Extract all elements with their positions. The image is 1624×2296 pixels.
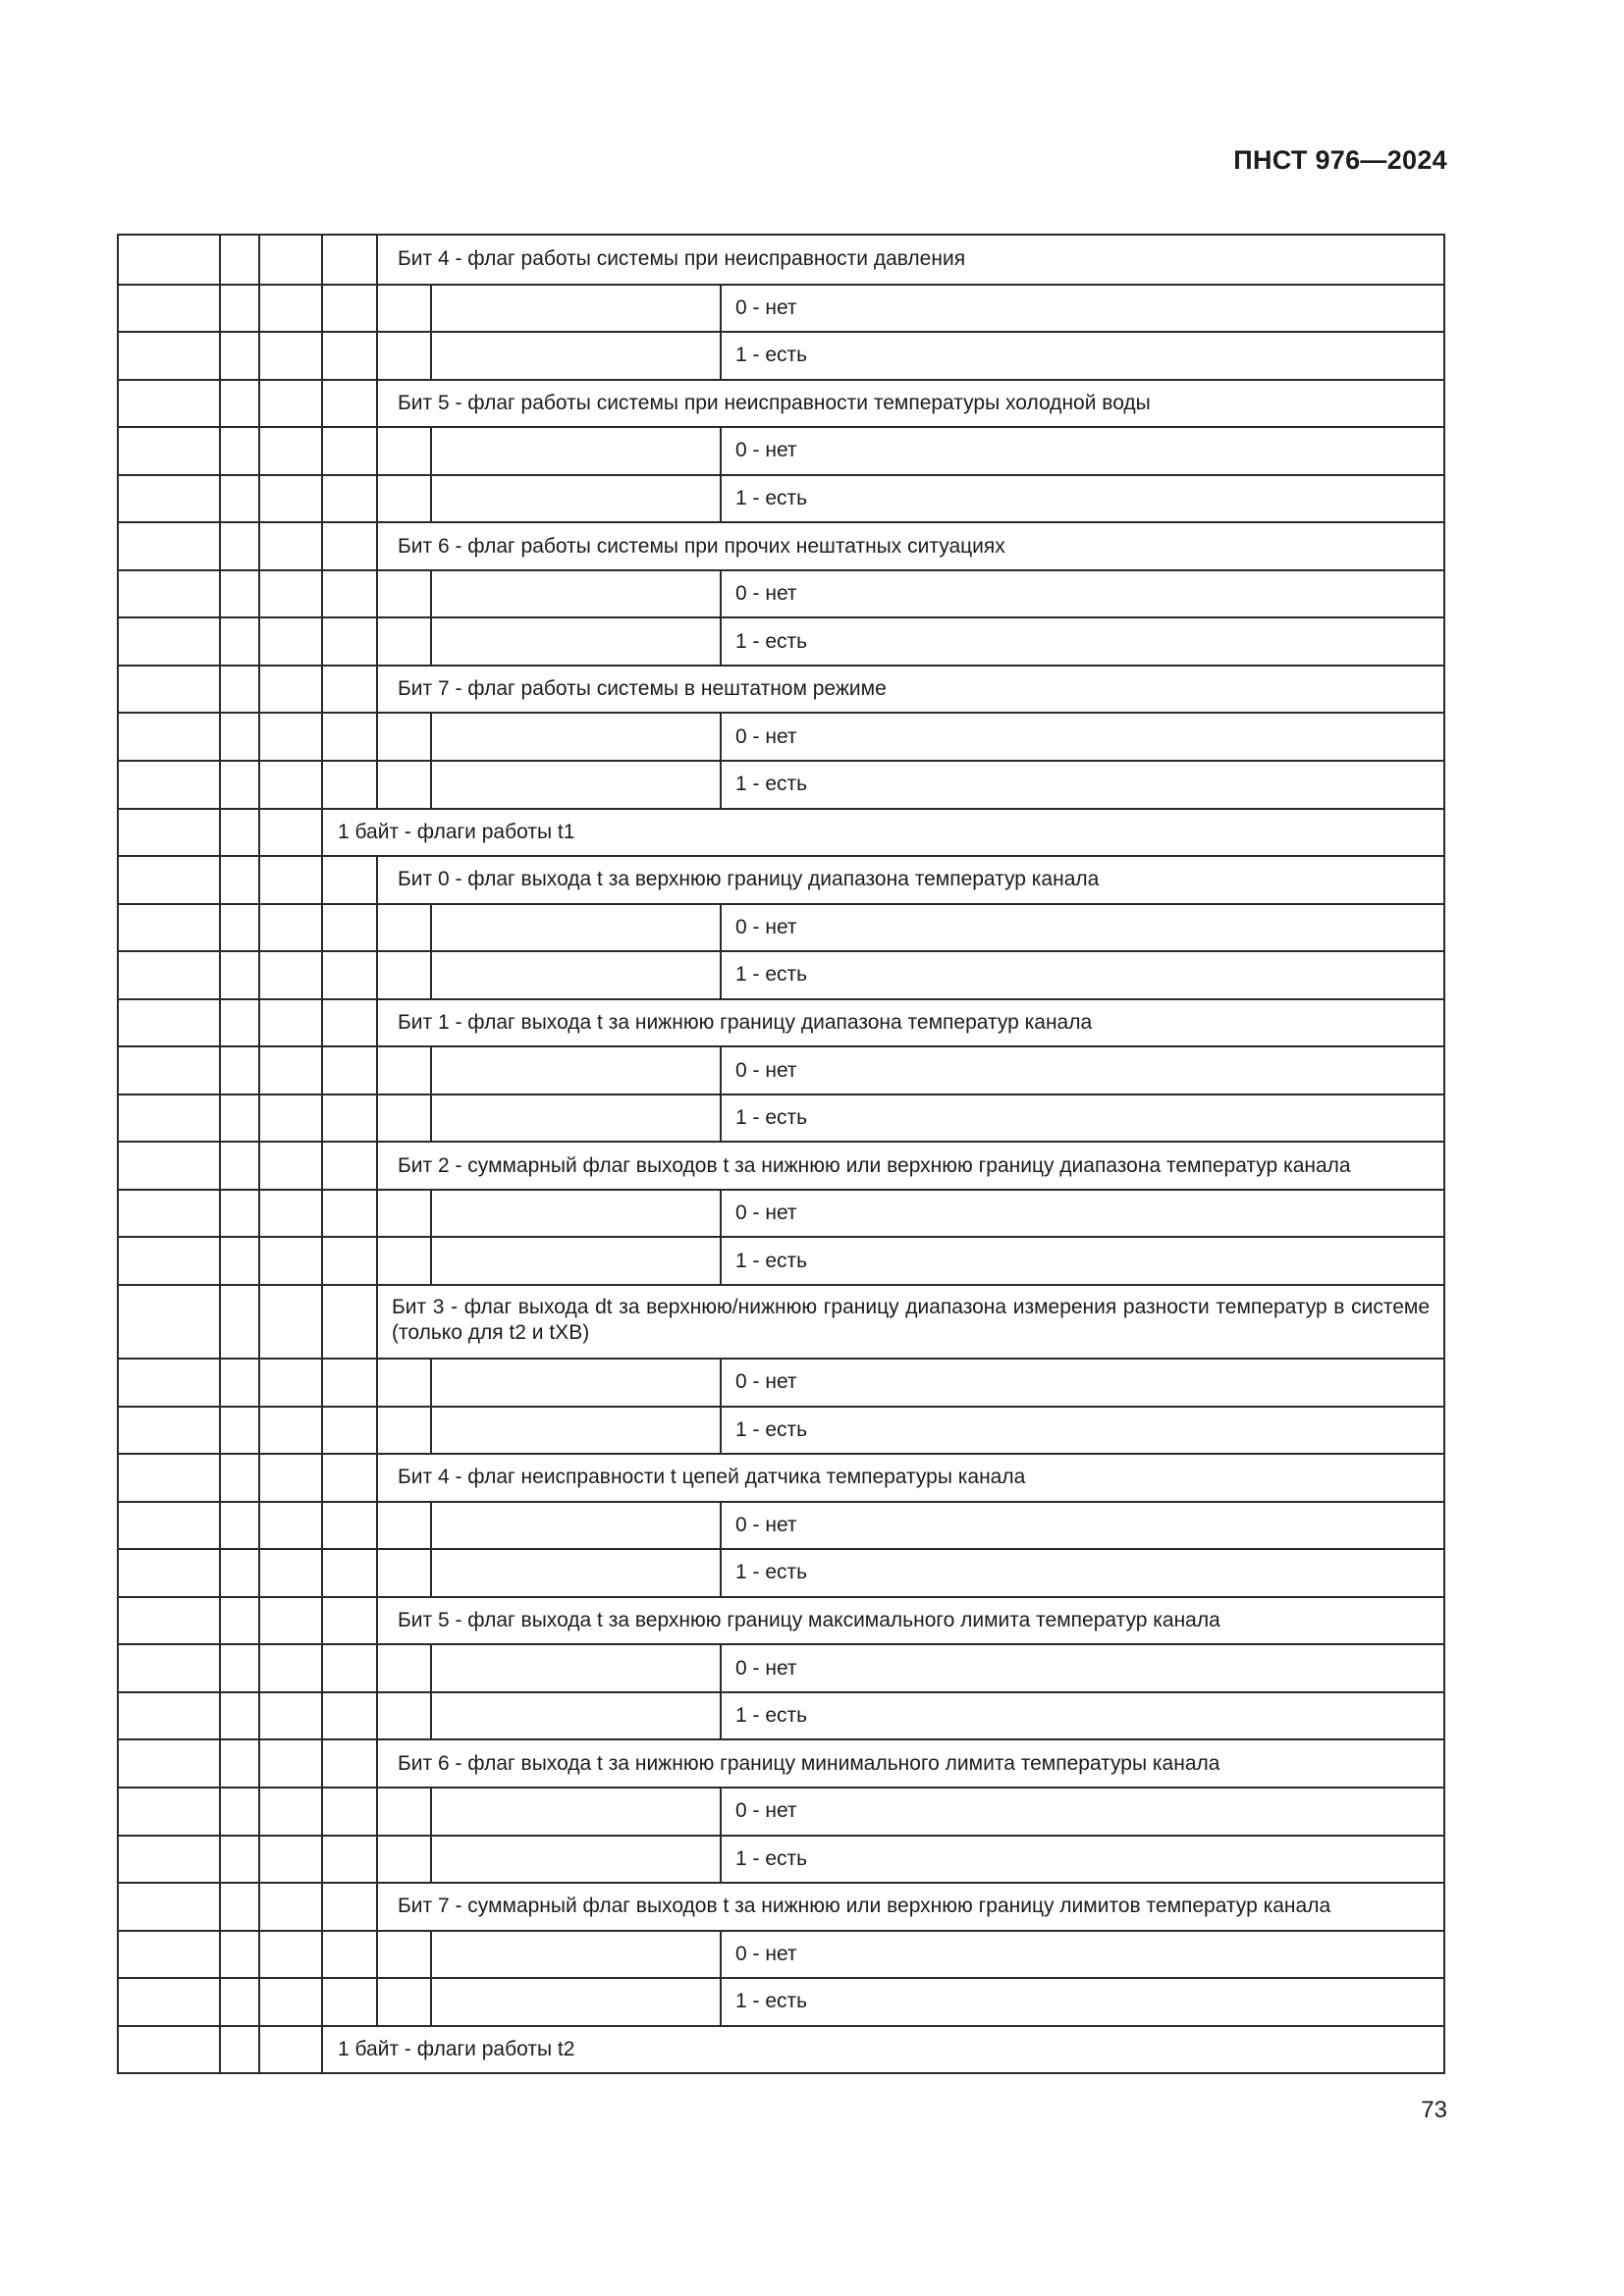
bit-value: 0 - нет	[735, 1799, 797, 1823]
document-code: ПНСТ 976—2024	[1233, 145, 1447, 175]
column-divider	[258, 714, 260, 760]
column-divider	[219, 1884, 221, 1930]
column-divider	[258, 286, 260, 332]
column-divider	[720, 1408, 722, 1454]
column-divider	[321, 2027, 323, 2073]
bit-value-row	[119, 1045, 1443, 1094]
column-divider	[720, 714, 722, 760]
column-divider	[376, 1408, 378, 1454]
column-divider	[258, 1740, 260, 1787]
bit-title: Бит 5 - флаг выхода t за верхнюю границу максимального лимита температур канала	[398, 1609, 1220, 1632]
column-divider	[258, 905, 260, 951]
column-divider	[219, 762, 221, 808]
bit-value-row	[119, 1406, 1443, 1454]
bit-value-row	[119, 712, 1443, 760]
column-divider	[219, 1837, 221, 1883]
column-divider	[258, 1503, 260, 1549]
column-divider	[720, 1789, 722, 1835]
column-divider	[219, 523, 221, 569]
column-divider	[376, 428, 378, 474]
column-divider	[219, 667, 221, 713]
column-divider	[219, 476, 221, 522]
column-divider	[258, 523, 260, 569]
column-divider	[219, 1740, 221, 1787]
column-divider	[720, 618, 722, 665]
column-divider	[376, 1286, 378, 1358]
column-divider	[720, 762, 722, 808]
column-divider	[219, 1286, 221, 1358]
column-divider	[720, 1095, 722, 1142]
byte-title: 1 байт - флаги работы t2	[338, 2037, 575, 2060]
column-divider	[219, 1503, 221, 1549]
column-divider	[321, 1789, 323, 1835]
bit-header-row	[119, 1596, 1443, 1644]
column-divider	[321, 1837, 323, 1883]
column-divider	[376, 1598, 378, 1644]
column-divider	[258, 571, 260, 617]
column-divider	[430, 1095, 432, 1142]
column-divider	[720, 1238, 722, 1284]
column-divider	[219, 286, 221, 332]
column-divider	[258, 1837, 260, 1883]
column-divider	[321, 476, 323, 522]
bit-value-row	[119, 1358, 1443, 1406]
column-divider	[258, 1979, 260, 2025]
column-divider	[258, 476, 260, 522]
column-divider	[219, 1191, 221, 1237]
column-divider	[258, 952, 260, 998]
column-divider	[219, 333, 221, 379]
column-divider	[720, 1979, 722, 2025]
column-divider	[219, 905, 221, 951]
column-divider	[720, 286, 722, 332]
column-divider	[258, 1286, 260, 1358]
byte-title: 1 байт - флаги работы t1	[338, 820, 575, 843]
column-divider	[219, 1598, 221, 1644]
bit-value: 0 - нет	[735, 915, 797, 938]
column-divider	[321, 286, 323, 332]
column-divider	[219, 1932, 221, 1978]
bit-header-row	[119, 1882, 1443, 1930]
column-divider	[219, 1550, 221, 1596]
column-divider	[219, 1143, 221, 1189]
column-divider	[321, 1047, 323, 1094]
column-divider	[376, 1238, 378, 1284]
column-divider	[258, 428, 260, 474]
bit-value: 1 - есть	[735, 773, 808, 796]
bit-value-row	[119, 760, 1443, 808]
column-divider	[376, 1645, 378, 1691]
column-divider	[219, 571, 221, 617]
column-divider	[430, 1550, 432, 1596]
page-number: 73	[1421, 2097, 1447, 2123]
column-divider	[258, 618, 260, 665]
column-divider	[720, 1932, 722, 1978]
bit-value: 0 - нет	[735, 1513, 797, 1536]
column-divider	[258, 333, 260, 379]
column-divider	[376, 1360, 378, 1406]
column-divider	[219, 810, 221, 856]
column-divider	[321, 1932, 323, 1978]
column-divider	[376, 1191, 378, 1237]
column-divider	[376, 333, 378, 379]
bit-title: Бит 6 - флаг выхода t за нижнюю границу минимального лимита температуры канала	[398, 1751, 1220, 1775]
column-divider	[219, 1693, 221, 1739]
column-divider	[720, 952, 722, 998]
column-divider	[321, 1740, 323, 1787]
bit-value: 1 - есть	[735, 629, 808, 653]
column-divider	[376, 1000, 378, 1046]
column-divider	[219, 857, 221, 903]
column-divider	[430, 762, 432, 808]
column-divider	[720, 476, 722, 522]
column-divider	[258, 381, 260, 427]
bit-value: 1 - есть	[735, 1704, 808, 1728]
column-divider	[376, 1047, 378, 1094]
column-divider	[430, 1191, 432, 1237]
column-divider	[720, 1645, 722, 1691]
column-divider	[219, 1408, 221, 1454]
column-divider	[720, 1550, 722, 1596]
bit-title: Бит 7 - суммарный флаг выходов t за нижнюю или верхнюю границу лимитов температур канала	[398, 1895, 1331, 1918]
bit-value-row	[119, 903, 1443, 951]
column-divider	[430, 333, 432, 379]
column-divider	[258, 1000, 260, 1046]
column-divider	[321, 428, 323, 474]
column-divider	[430, 1645, 432, 1691]
column-divider	[258, 1455, 260, 1501]
bit-value-row	[119, 1977, 1443, 2025]
column-divider	[321, 1598, 323, 1644]
column-divider	[258, 1932, 260, 1978]
bit-value-row	[119, 331, 1443, 379]
column-divider	[321, 523, 323, 569]
bit-header-row	[119, 1453, 1443, 1501]
bit-value-row	[119, 474, 1443, 522]
column-divider	[321, 618, 323, 665]
column-divider	[258, 1095, 260, 1142]
column-divider	[376, 714, 378, 760]
column-divider	[258, 1789, 260, 1835]
column-divider	[430, 286, 432, 332]
column-divider	[321, 810, 323, 856]
column-divider	[219, 1455, 221, 1501]
column-divider	[376, 1143, 378, 1189]
column-divider	[258, 1884, 260, 1930]
column-divider	[258, 1598, 260, 1644]
column-divider	[321, 333, 323, 379]
column-divider	[376, 476, 378, 522]
bit-value: 0 - нет	[735, 1201, 797, 1225]
column-divider	[219, 236, 221, 284]
column-divider	[376, 523, 378, 569]
bit-value: 0 - нет	[735, 1058, 797, 1082]
column-divider	[258, 1191, 260, 1237]
column-divider	[376, 1932, 378, 1978]
column-divider	[430, 1932, 432, 1978]
bit-header-row	[119, 998, 1443, 1046]
column-divider	[430, 1360, 432, 1406]
bit-value: 1 - есть	[735, 1249, 808, 1272]
column-divider	[720, 1191, 722, 1237]
column-divider	[219, 1645, 221, 1691]
bit-value-row	[119, 1643, 1443, 1691]
column-divider	[219, 952, 221, 998]
column-divider	[321, 1191, 323, 1237]
column-divider	[376, 618, 378, 665]
bit-header-row	[119, 1738, 1443, 1787]
column-divider	[376, 1740, 378, 1787]
bit-value-row	[119, 1189, 1443, 1237]
column-divider	[720, 1047, 722, 1094]
column-divider	[219, 714, 221, 760]
bit-value-row	[119, 1094, 1443, 1142]
bit-title: Бит 4 - флаг работы системы при неисправности давления	[398, 247, 966, 271]
column-divider	[376, 857, 378, 903]
column-divider	[258, 1645, 260, 1691]
column-divider	[321, 1503, 323, 1549]
column-divider	[321, 1645, 323, 1691]
column-divider	[430, 1789, 432, 1835]
column-divider	[720, 1837, 722, 1883]
column-divider	[430, 1408, 432, 1454]
bit-title: Бит 6 - флаг работы системы при прочих нештатных ситуациях	[398, 534, 1005, 558]
column-divider	[321, 1884, 323, 1930]
column-divider	[430, 1979, 432, 2025]
column-divider	[258, 1408, 260, 1454]
bit-value: 0 - нет	[735, 1942, 797, 1965]
bit-value: 1 - есть	[735, 1846, 808, 1870]
bit-value: 1 - есть	[735, 963, 808, 987]
bit-title: Бит 1 - флаг выхода t за нижнюю границу диапазона температур канала	[398, 1011, 1093, 1035]
bit-value-row	[119, 1236, 1443, 1284]
bit-value: 1 - есть	[735, 1561, 808, 1584]
bit-value: 1 - есть	[735, 1990, 808, 2013]
column-divider	[219, 1000, 221, 1046]
column-divider	[321, 1000, 323, 1046]
bit-value-row	[119, 569, 1443, 617]
bit-value-row	[119, 1930, 1443, 1978]
column-divider	[321, 952, 323, 998]
column-divider	[376, 667, 378, 713]
bit-header-row	[119, 665, 1443, 713]
bit-header-row	[119, 379, 1443, 427]
column-divider	[258, 857, 260, 903]
column-divider	[720, 1693, 722, 1739]
column-divider	[376, 1789, 378, 1835]
bit-value: 0 - нет	[735, 295, 797, 319]
column-divider	[321, 667, 323, 713]
column-divider	[219, 1360, 221, 1406]
column-divider	[376, 1693, 378, 1739]
bit-value-row	[119, 1835, 1443, 1883]
column-divider	[430, 905, 432, 951]
bit-value: 0 - нет	[735, 1656, 797, 1680]
bit-header-row	[119, 1284, 1443, 1358]
bit-value: 1 - есть	[735, 1106, 808, 1130]
bit-header-row	[119, 855, 1443, 903]
bit-title: Бит 2 - суммарный флаг выходов t за нижнюю или верхнюю границу диапазона температур канала	[398, 1153, 1351, 1177]
column-divider	[258, 810, 260, 856]
column-divider	[321, 762, 323, 808]
column-divider	[720, 571, 722, 617]
column-divider	[430, 1837, 432, 1883]
column-divider	[376, 1837, 378, 1883]
column-divider	[321, 236, 323, 284]
column-divider	[321, 1286, 323, 1358]
column-divider	[321, 1550, 323, 1596]
column-divider	[376, 905, 378, 951]
column-divider	[430, 1238, 432, 1284]
bit-value-row	[119, 1501, 1443, 1549]
column-divider	[376, 236, 378, 284]
column-divider	[376, 381, 378, 427]
column-divider	[219, 1095, 221, 1142]
column-divider	[430, 1503, 432, 1549]
bit-title: Бит 5 - флаг работы системы при неисправности температуры холодной воды	[398, 391, 1151, 414]
bit-title: Бит 0 - флаг выхода t за верхнюю границу диапазона температур канала	[398, 868, 1100, 891]
column-divider	[376, 1884, 378, 1930]
byte-header-row	[119, 808, 1443, 856]
column-divider	[720, 333, 722, 379]
column-divider	[258, 2027, 260, 2073]
column-divider	[430, 714, 432, 760]
column-divider	[321, 1693, 323, 1739]
column-divider	[258, 1143, 260, 1189]
column-divider	[219, 1047, 221, 1094]
column-divider	[720, 1503, 722, 1549]
bit-value-row	[119, 950, 1443, 998]
bit-value: 0 - нет	[735, 439, 797, 462]
column-divider	[430, 952, 432, 998]
column-divider	[321, 1360, 323, 1406]
bit-header-row	[119, 236, 1443, 284]
column-divider	[219, 1979, 221, 2025]
column-divider	[258, 1550, 260, 1596]
column-divider	[321, 714, 323, 760]
column-divider	[321, 1455, 323, 1501]
column-divider	[720, 428, 722, 474]
column-divider	[219, 618, 221, 665]
column-divider	[376, 952, 378, 998]
column-divider	[376, 286, 378, 332]
bit-value-row	[119, 1691, 1443, 1739]
column-divider	[321, 1408, 323, 1454]
column-divider	[430, 571, 432, 617]
column-divider	[720, 905, 722, 951]
column-divider	[376, 1979, 378, 2025]
column-divider	[376, 1550, 378, 1596]
column-divider	[321, 1143, 323, 1189]
bit-header-row	[119, 521, 1443, 569]
bit-value: 0 - нет	[735, 724, 797, 748]
bit-value: 1 - есть	[735, 344, 808, 367]
column-divider	[258, 1693, 260, 1739]
bit-value-row	[119, 426, 1443, 474]
bit-value-row	[119, 1787, 1443, 1835]
column-divider	[219, 1789, 221, 1835]
column-divider	[258, 667, 260, 713]
column-divider	[219, 2027, 221, 2073]
bit-value: 1 - есть	[735, 487, 808, 509]
column-divider	[258, 762, 260, 808]
column-divider	[258, 1360, 260, 1406]
column-divider	[376, 1095, 378, 1142]
column-divider	[321, 1238, 323, 1284]
column-divider	[376, 1503, 378, 1549]
column-divider	[720, 1360, 722, 1406]
bit-value: 0 - нет	[735, 1370, 797, 1394]
bit-value: 0 - нет	[735, 582, 797, 606]
bit-title: Бит 3 - флаг выхода dt за верхнюю/нижнюю границу диапазона измерения разности температур в системе (только для t2 и tXB)	[392, 1296, 1430, 1345]
column-divider	[321, 1095, 323, 1142]
column-divider	[321, 905, 323, 951]
bit-value-row	[119, 616, 1443, 665]
flags-table	[117, 234, 1445, 2074]
column-divider	[258, 236, 260, 284]
column-divider	[430, 1047, 432, 1094]
column-divider	[321, 1979, 323, 2025]
bit-value-row	[119, 284, 1443, 332]
column-divider	[430, 428, 432, 474]
column-divider	[219, 1238, 221, 1284]
bit-header-row	[119, 1141, 1443, 1189]
column-divider	[430, 476, 432, 522]
column-divider	[321, 857, 323, 903]
column-divider	[430, 1693, 432, 1739]
column-divider	[430, 618, 432, 665]
column-divider	[376, 1455, 378, 1501]
byte-header-row	[119, 2025, 1443, 2073]
column-divider	[376, 571, 378, 617]
bit-title: Бит 7 - флаг работы системы в нештатном режиме	[398, 677, 887, 701]
column-divider	[219, 381, 221, 427]
column-divider	[321, 571, 323, 617]
bit-value: 1 - есть	[735, 1417, 808, 1441]
column-divider	[258, 1047, 260, 1094]
bit-title: Бит 4 - флаг неисправности t цепей датчика температуры канала	[398, 1466, 1026, 1489]
column-divider	[219, 428, 221, 474]
column-divider	[258, 1238, 260, 1284]
column-divider	[321, 381, 323, 427]
bit-value-row	[119, 1548, 1443, 1596]
column-divider	[376, 762, 378, 808]
